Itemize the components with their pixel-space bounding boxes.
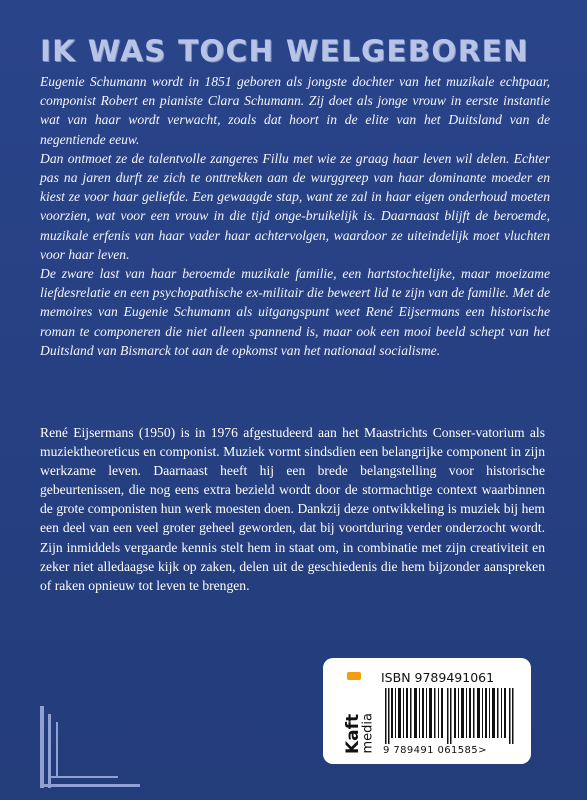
blurb-paragraph-2: Dan ontmoet ze de talentvolle zangeres Fillu met wie ze graag haar leven wil delen. Echter pas na jaren durft ze zich te onttrekken aan de wurggreep van haar dominante moeder en kiest ze voor haar geliefde. Een gewaagde stap, want ze zal in haar eigen onderhoud moeten voorzien, wat voor een vrouw in die tijd onge-bruikelijk is. Daarnaast blijft de beroemde, muzikale erfenis van haar vader haar achtervolgen, waardoor ze uiteindelijk moet vluchten voor haar leven. xyxy=(40,150,550,262)
blurb-paragraph-3: De zware last van haar beroemde muzikale familie, een hartstochtelijke, maar moeizame liefdesrelatie en een psychopathische ex-militair die beweert lid te zijn van de familie. Met de memoires van Eugenie Schumann als uitgangspunt weet René Eijsermans een historische roman te componeren die niet alleen spannend is, maar ook een mooi beeld schept van het Duitsland van Bismarck tot aan de opkomst van het nationaal socialisme. xyxy=(40,266,550,358)
kaft-media-logo xyxy=(337,682,376,754)
author-bio-text: René Eijsermans (1950) is in 1976 afgestudeerd aan het Maastrichts Conser-vatorium als muziektheoreticus en componist. Muziek vormt sindsdien een belangrijke component in zijn werkzame leven. Daarnaast heeft hij een brede belangstelling voor historische gebeurtenissen, die nog eens extra bezield wordt door de stormachtige context waarbinnen de grote componisten hun werk moesten doen. Dankzij deze ontwikkeling is muziek bij hem een deel van een veel groter geheel geworden, dat bij voortduring verder onderzocht wordt. Zijn inmiddels vergaarde kennis stelt hem in staat om, in combinatie met zijn creativiteit en zeker niet alledaagse kijk op zaken, delen uit de geschiedenis die hem bijzonder aanspreken of raken opnieuw tot leven te brengen. xyxy=(40,425,545,593)
ean-number: 9 789491 061585 xyxy=(383,745,479,756)
decorative-lines-logo xyxy=(34,700,144,790)
barcode-panel xyxy=(323,658,531,764)
book-title: IK WAS TOCH WELGEBOREN xyxy=(40,34,529,68)
ean-digits xyxy=(383,745,487,756)
blurb-paragraph-1: Eugenie Schumann wordt in 1851 geboren als jongste dochter van het muzikale echtpaar, componist Robert en pianiste Clara Schumann. Zij doet als jonge vrouw in eerste instantie wat van haar wordt verwacht, zoals dat hoort in de elite van het Duitsland van de negentiende eeuw. xyxy=(40,74,550,147)
barcode-bars xyxy=(385,688,517,744)
logo-accent-block xyxy=(347,672,361,680)
isbn-label: ISBN 9789491061 xyxy=(381,670,495,685)
blurb xyxy=(40,72,550,360)
logo-word-kaft: Kaft xyxy=(343,713,363,754)
ean-suffix: > xyxy=(478,745,487,756)
author-bio xyxy=(40,423,545,595)
logo-word-media: media xyxy=(360,713,376,754)
